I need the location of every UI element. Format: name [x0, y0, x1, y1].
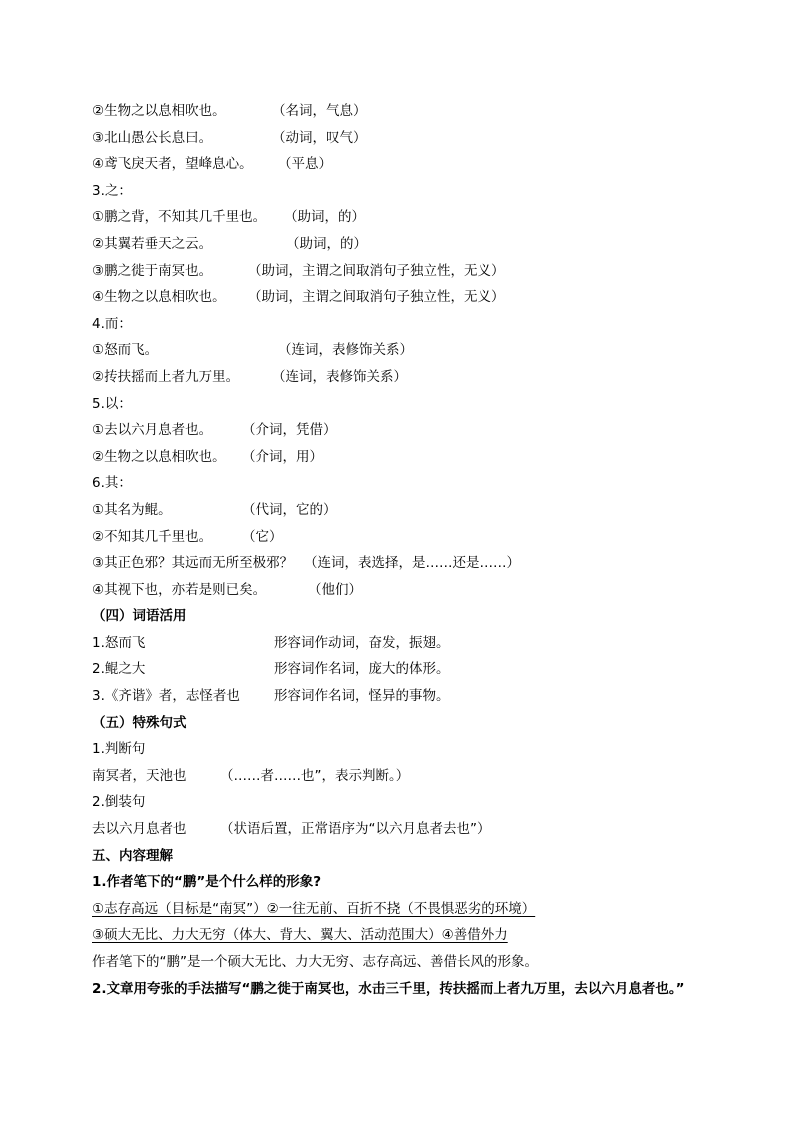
line-text: 1.怒而飞	[92, 634, 146, 651]
line-text: ④鸢飞戾天者，望峰息心。	[92, 156, 253, 173]
line-text: 去以六月息者也	[92, 821, 187, 838]
line-annotation: （名词，气息）	[272, 103, 367, 119]
line-text: ①志存高远（目标是“南冥”）②一往无前、百折不挠（不畏惧恶劣的环境）	[92, 900, 536, 917]
text-line	[92, 470, 732, 497]
line-text: ①其名为鲲。	[92, 501, 172, 518]
line-text: ②生物之以息相吹也。	[92, 103, 226, 119]
line-text: ②生物之以息相吹也。	[92, 448, 226, 465]
text-line	[92, 763, 732, 790]
text-line	[92, 364, 732, 391]
line-annotation: （助词，主谓之间取消句子独立性，无义）	[248, 262, 505, 279]
text-line	[92, 922, 732, 949]
text-line	[92, 151, 732, 178]
text-line	[92, 550, 732, 577]
line-annotation: （……者……也”，表示判断。）	[220, 767, 410, 784]
text-line	[92, 524, 732, 551]
line-annotation: （平息）	[278, 156, 332, 173]
text-line	[92, 710, 732, 737]
line-annotation: （连词，表修饰关系）	[278, 342, 413, 359]
text-line	[92, 337, 732, 364]
line-text: 4.而：	[92, 315, 132, 332]
line-text: 3.之：	[92, 182, 132, 199]
line-annotation: 形容词作动词，奋发，振翅。	[274, 634, 450, 651]
line-text: 5.以：	[92, 395, 132, 412]
line-text: ②其翼若垂天之云。	[92, 235, 213, 252]
line-text: ③硕大无比、力大无穷（体大、背大、翼大、活动范围大）④善借外力	[92, 927, 508, 944]
line-annotation: （助词，主谓之间取消句子独立性，无义）	[248, 289, 505, 306]
line-annotation: （状语后置，正常语序为“以六月息者去也”）	[220, 821, 491, 838]
text-line	[92, 869, 732, 896]
text-line	[92, 843, 732, 870]
line-annotation: （助词，的）	[284, 209, 365, 226]
text-line	[92, 125, 732, 152]
line-text: 2.鲲之大	[92, 661, 146, 678]
text-line	[92, 417, 732, 444]
text-line	[92, 603, 732, 630]
line-text: ①怒而飞。	[92, 342, 159, 359]
text-line	[92, 949, 732, 976]
line-text: ③北山愚公长息曰。	[92, 129, 213, 146]
line-annotation: （助词，的）	[286, 235, 367, 252]
text-line	[92, 976, 732, 1003]
line-text: 2.文章用夸张的手法描写“鹏之徙于南冥也，水击三千里，抟扶摇而上者九万里，去以六月息者也。”	[92, 980, 685, 997]
text-line	[92, 497, 732, 524]
text-line	[92, 789, 732, 816]
line-text: （四）词语活用	[92, 608, 187, 625]
text-line	[92, 630, 732, 657]
text-line	[92, 258, 732, 285]
line-annotation: （介词，用）	[242, 448, 323, 465]
line-annotation: （动词，叹气）	[272, 129, 367, 146]
text-line	[92, 98, 732, 125]
line-text: ④生物之以息相吹也。	[92, 289, 226, 306]
line-text: ①鹏之背，不知其几千里也。	[92, 209, 267, 226]
line-annotation: （连词，表选择，是……还是……）	[304, 555, 520, 572]
line-text: 作者笔下的“鹏”是一个硕大无比、力大无穷、志存高远、善借长风的形象。	[92, 954, 538, 970]
line-annotation: （代词，它的）	[242, 501, 337, 518]
line-annotation: （介词，凭借）	[242, 422, 337, 439]
line-annotation: （他们）	[308, 581, 362, 598]
line-text: 1.判断句	[92, 741, 146, 758]
line-text: 2.倒装句	[92, 794, 146, 811]
line-text: 南冥者，天池也	[92, 767, 187, 784]
text-line	[92, 896, 732, 923]
line-annotation: （它）	[242, 528, 283, 545]
line-text: 6.其：	[92, 475, 132, 492]
text-line	[92, 391, 732, 418]
text-line	[92, 736, 732, 763]
line-text: ①去以六月息者也。	[92, 422, 213, 439]
text-line	[92, 577, 732, 604]
line-text: ②抟扶摇而上者九万里。	[92, 368, 240, 385]
line-annotation: 形容词作名词，庞大的体形。	[274, 661, 450, 678]
text-line	[92, 656, 732, 683]
line-text: 3.《齐谐》者，志怪者也	[92, 688, 240, 705]
text-line	[92, 204, 732, 231]
line-annotation: （连词，表修饰关系）	[272, 368, 407, 385]
line-text: 1.作者笔下的“鹏”是个什么样的形象?	[92, 874, 322, 891]
line-text: ③其正色邪？其远而无所至极邪？	[92, 555, 294, 572]
document-page	[92, 98, 732, 1002]
line-text: ④其视下也，亦若是则已矣。	[92, 581, 267, 598]
line-text: ②不知其几千里也。	[92, 528, 213, 545]
text-line	[92, 816, 732, 843]
text-line	[92, 284, 732, 311]
line-text: （五）特殊句式	[92, 714, 187, 731]
line-text: 五、内容理解	[92, 847, 173, 864]
text-line	[92, 683, 732, 710]
line-text: ③鹏之徙于南冥也。	[92, 262, 213, 279]
text-line	[92, 178, 732, 205]
text-line	[92, 444, 732, 471]
line-annotation: 形容词作名词，怪异的事物。	[274, 688, 450, 705]
text-line	[92, 311, 732, 338]
text-line	[92, 231, 732, 258]
